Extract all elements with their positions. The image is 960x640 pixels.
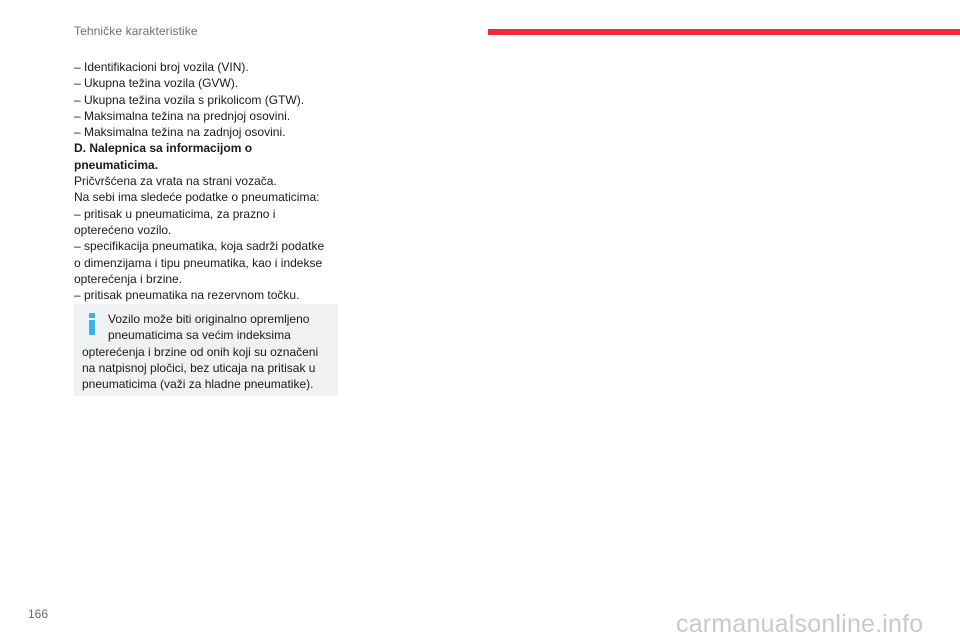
info-note-line: opterećenja i brzine od onih koji su označeni <box>82 344 319 359</box>
section-accent-bar <box>488 29 960 35</box>
list-item-gtw: – Ukupna težina vozila s prikolicom (GTW). <box>74 92 305 107</box>
tyre-label-heading-continued: pneumaticima. <box>74 157 159 172</box>
list-item-rear-axle: – Maksimalna težina na zadnjoj osovini. <box>74 125 286 140</box>
list-item-tyre-spec: – specifikacija pneumatika, koja sadrži podatke <box>74 239 325 254</box>
info-note-line: pneumaticima (važi za hladne pneumatike). <box>82 377 314 392</box>
list-item-gvw: – Ukupna težina vozila (GVW). <box>74 76 239 91</box>
body-text-line: Pričvršćena za vrata na strani vozača. <box>74 174 277 189</box>
list-item-spare-pressure: – pritisak pneumatika na rezervnom točku. <box>74 288 300 303</box>
list-item-vin: – Identifikacioni broj vozila (VIN). <box>74 60 249 74</box>
info-note-line: Vozilo može biti originalno opremljeno <box>108 312 310 326</box>
watermark: carmanualsonline.info <box>676 610 924 638</box>
page-number: 166 <box>28 607 49 621</box>
list-item-tyre-pressure: – pritisak u pneumaticima, za prazno i <box>74 206 276 221</box>
section-title: Tehničke karakteristike <box>74 24 198 38</box>
info-note-line: na natpisnoj pločici, bez uticaja na pritisak u <box>82 360 316 375</box>
main-text-column <box>74 59 344 303</box>
list-item-front-axle: – Maksimalna težina na prednjoj osovini. <box>74 108 291 123</box>
info-note-box <box>74 304 338 396</box>
info-note-line: pneumaticima sa većim indeksima <box>108 328 291 343</box>
body-text-line: Na sebi ima sledeće podatke o pneumaticima: <box>74 190 320 205</box>
info-note-text <box>82 311 334 392</box>
body-text-line: opterećeno vozilo. <box>74 222 172 237</box>
tyre-label-heading: D. Nalepnica sa informacijom o <box>74 141 253 156</box>
body-text-line: opterećenja i brzine. <box>74 271 183 286</box>
body-text-line: o dimenzijama i tipu pneumatika, kao i indekse <box>74 255 323 270</box>
